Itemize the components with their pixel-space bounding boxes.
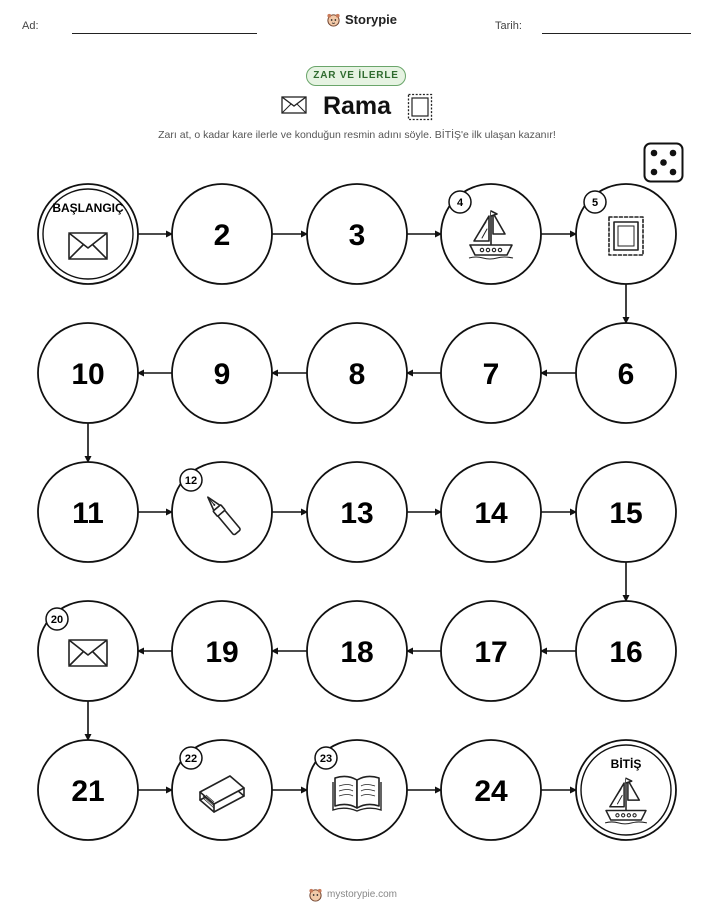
- space-number: 16: [609, 636, 643, 669]
- board-space-23[interactable]: [307, 740, 407, 840]
- instructions: Zarı at, o kadar kare ilerle ve konduğun resmin adını söyle. BİTİŞ'e ilk ulaşan kazanır!: [158, 129, 556, 141]
- board-space-8[interactable]: [307, 323, 407, 423]
- board-space-22[interactable]: [172, 740, 272, 840]
- space-number: 18: [340, 636, 374, 669]
- board-space-21[interactable]: [38, 740, 138, 840]
- storypie-mascot-icon: [308, 887, 323, 902]
- space-number: 13: [340, 497, 374, 530]
- board-space-11[interactable]: [38, 462, 138, 562]
- name-label: Ad:: [22, 20, 39, 32]
- space-number: 5: [591, 197, 599, 209]
- board-space-15[interactable]: [576, 462, 676, 562]
- finish-space[interactable]: [576, 740, 676, 840]
- space-number: 20: [50, 614, 64, 626]
- board-space-18[interactable]: [307, 601, 407, 701]
- brand-name: Storypie: [345, 12, 398, 27]
- space-number: 15: [609, 497, 643, 530]
- stamp-icon: [609, 217, 643, 255]
- game-type-badge: ZAR VE İLERLE: [306, 66, 406, 86]
- footer-url[interactable]: mystorypie.com: [327, 889, 398, 900]
- space-number: 12: [184, 475, 198, 487]
- space-number: 7: [482, 358, 500, 391]
- space-number: 23: [319, 753, 333, 765]
- space-number: 17: [474, 636, 508, 669]
- space-number: 19: [205, 636, 239, 669]
- start-space[interactable]: [38, 184, 138, 284]
- board-space-14[interactable]: [441, 462, 541, 562]
- date-label: Tarih:: [495, 20, 522, 32]
- board-space-19[interactable]: [172, 601, 272, 701]
- page-title: Rama: [322, 92, 392, 120]
- board-space-17[interactable]: [441, 601, 541, 701]
- board-space-9[interactable]: [172, 323, 272, 423]
- board-space-2[interactable]: [172, 184, 272, 284]
- board-space-16[interactable]: [576, 601, 676, 701]
- board-space-5[interactable]: [576, 184, 676, 284]
- board-space-13[interactable]: [307, 462, 407, 562]
- board-space-7[interactable]: [441, 323, 541, 423]
- space-number: 21: [71, 775, 105, 808]
- space-number: 6: [617, 358, 635, 391]
- space-number: 8: [348, 358, 366, 391]
- board-space-12[interactable]: [172, 462, 272, 562]
- board-space-24[interactable]: [441, 740, 541, 840]
- board-space-10[interactable]: [38, 323, 138, 423]
- start-label: BAŞLANGIÇ: [52, 201, 124, 215]
- finish-label: BİTİŞ: [610, 757, 642, 771]
- space-number: 22: [184, 753, 198, 765]
- footer: [308, 887, 397, 902]
- space-number: 11: [72, 497, 104, 530]
- board-space-4[interactable]: [441, 184, 541, 284]
- board-space-3[interactable]: [307, 184, 407, 284]
- board-space-20[interactable]: [38, 601, 138, 701]
- space-number: 9: [213, 358, 231, 391]
- space-number: 2: [213, 219, 231, 252]
- space-number: 14: [474, 497, 508, 530]
- space-number: 4: [456, 197, 464, 209]
- board-space-6[interactable]: [576, 323, 676, 423]
- envelope-icon: [69, 640, 107, 666]
- space-number: 24: [474, 775, 508, 808]
- envelope-icon: [69, 233, 107, 259]
- space-number: 10: [71, 358, 105, 391]
- space-number: 3: [348, 219, 366, 252]
